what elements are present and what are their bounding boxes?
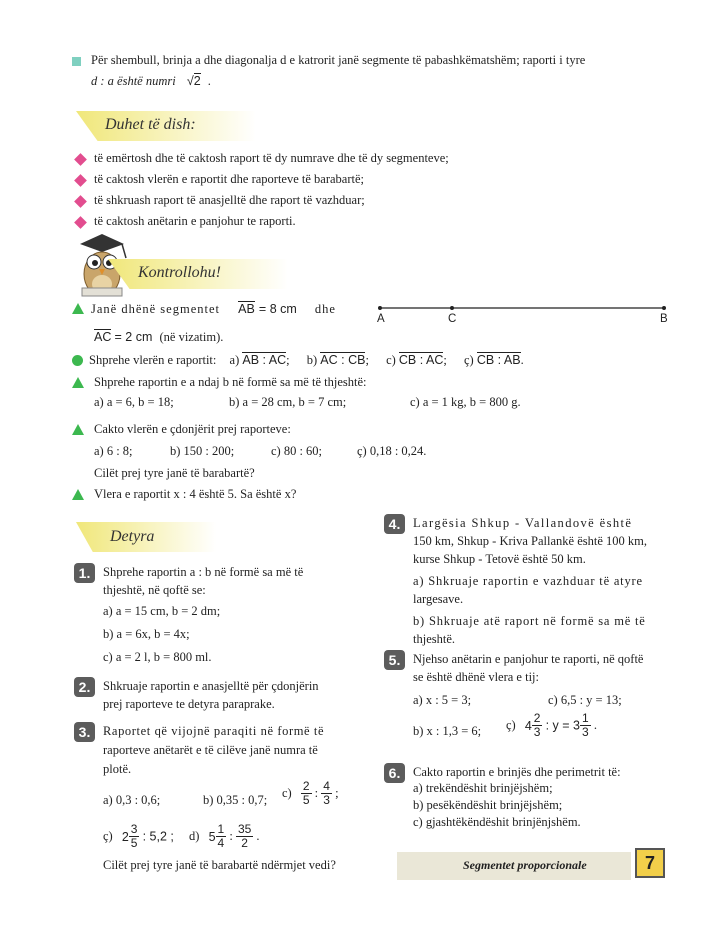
- task-3-item: b) 0,35 : 0,7;: [203, 793, 268, 807]
- task-4-line: Largësia Shkup - Vallandovë është: [413, 516, 633, 530]
- triangle-bullet-icon: [72, 489, 84, 500]
- task-6-line: c) gjashtëkëndëshit brinjënjshëm.: [413, 815, 581, 829]
- kontrollohu-title: Kontrollohu!: [138, 264, 221, 281]
- intro-line-2-suffix: .: [207, 74, 211, 88]
- task-3-item-c: [282, 780, 339, 807]
- q1-dhe: dhe: [314, 302, 336, 316]
- denominator: 3: [323, 793, 330, 807]
- fraction: [236, 823, 253, 850]
- duhet-item: të shkruash raport të anasjelltë dhe raport të vazhduar;: [94, 193, 365, 207]
- task-5-d-prefix: ç): [506, 718, 516, 732]
- whole-number: 2: [121, 829, 129, 844]
- task-4-b: b) Shkruaje atë raport në formë sa më të: [413, 614, 646, 628]
- task-3-cc-rest: : 5,2 ;: [142, 829, 174, 844]
- intro-line-1: Për shembull, brinja a dhe diagonalja d e katrorit janë segmente të pabashkëmatshëm; raporti i tyre: [91, 53, 586, 67]
- denominator: 5: [130, 836, 138, 850]
- fraction: [129, 823, 140, 850]
- denominator: 3: [582, 725, 589, 739]
- task-5-item: b) x : 1,3 = 6;: [413, 724, 482, 738]
- label-a: A: [377, 313, 385, 325]
- task-1-line: Shprehe raportin a : b në formë sa më të: [103, 565, 304, 579]
- task-3-item: a) 0,3 : 0,6;: [103, 793, 161, 807]
- sqrt-value: 2: [193, 74, 201, 88]
- duhet-item: të emërtosh dhe të caktosh raport të dy numrave dhe të dy segmenteve;: [94, 151, 449, 165]
- q3-item: b) a = 28 cm, b = 7 cm;: [229, 395, 347, 409]
- task-6-line: b) pesëkëndëshit brinjëjshëm;: [413, 798, 563, 812]
- triangle-bullet-icon: [72, 303, 84, 314]
- fraction: [301, 780, 312, 807]
- task-3-c-prefix: c): [282, 786, 292, 800]
- q3-item: c) a = 1 kg, b = 800 g.: [410, 395, 521, 409]
- colon: :: [229, 829, 233, 843]
- q2-end: ;: [286, 353, 290, 367]
- task-3-item-cc: [103, 823, 260, 850]
- task-3-line: raporteve anëtarët e të cilëve janë numra të: [103, 743, 318, 757]
- segment-ac: AC: [94, 330, 112, 344]
- task-4-line: kurse Shkup - Tetovë është 50 km.: [413, 552, 586, 566]
- task-5-d-end: .: [593, 718, 597, 732]
- q2-end: .: [520, 353, 524, 367]
- point-a: [378, 306, 382, 310]
- page-number-box: [635, 848, 665, 878]
- task-2-line: prej raporteve te detyra paraprake.: [103, 697, 275, 711]
- task-5-number: 5.: [384, 650, 405, 670]
- task-3-c-end: ;: [335, 786, 339, 800]
- fraction: [321, 780, 332, 807]
- q2-ratio: CB : AC: [398, 353, 444, 367]
- bullet-square-icon: [72, 57, 81, 66]
- q4-item: b) 150 : 200;: [170, 444, 235, 458]
- task-3-line: Raportet që vijojnë paraqiti në formë të: [103, 724, 325, 738]
- task-1-item: b) a = 6x, b = 4x;: [103, 627, 190, 641]
- numerator: 35: [237, 822, 252, 836]
- task-6-line: a) trekëndëshit brinjëjshëm;: [413, 781, 553, 795]
- q2-end: ;: [365, 353, 369, 367]
- circle-bullet-icon: [72, 355, 83, 366]
- duhet-item: të caktosh vlerën e raportit dhe raporteve të barabartë;: [94, 172, 365, 186]
- kontrollohu-q4: Cakto vlerën e çdonjërit prej raporteve:: [94, 422, 291, 436]
- label-b: B: [660, 313, 668, 325]
- task-5-line: se është dhënë vlera e tij:: [413, 670, 539, 684]
- task-1-line: thjeshtë, në qoftë se:: [103, 583, 206, 597]
- q3-item: a) a = 6, b = 18;: [94, 395, 174, 409]
- diamond-bullet-icon: [74, 216, 87, 229]
- whole-number: 4: [524, 718, 532, 733]
- kontrollohu-q3: Shprehe raportin e a ndaj b në formë sa më të thjeshtë:: [94, 375, 367, 389]
- numerator: 2: [533, 711, 541, 725]
- task-3-cc-prefix: ç): [103, 829, 113, 843]
- task-5-item: c) 6,5 : y = 13;: [548, 693, 622, 707]
- task-3-number: 3.: [74, 722, 95, 742]
- q4-item: c) 80 : 60;: [271, 444, 323, 458]
- task-4-number: 4.: [384, 514, 405, 534]
- task-4-a: largesave.: [413, 592, 464, 606]
- diamond-bullet-icon: [74, 153, 87, 166]
- q2-prefix: a): [229, 353, 240, 367]
- triangle-bullet-icon: [72, 424, 84, 435]
- denominator: 4: [217, 836, 225, 850]
- task-1-item: a) a = 15 cm, b = 2 dm;: [103, 604, 221, 618]
- task-3-d-prefix: d): [189, 829, 200, 843]
- q2-ratio: AB : AC: [242, 353, 287, 367]
- denominator: 2: [241, 836, 248, 850]
- triangle-bullet-icon: [72, 377, 84, 388]
- fraction: [532, 712, 543, 739]
- kontrollohu-q1: [91, 302, 336, 317]
- task-5-d-mid: : y = 3: [545, 718, 581, 733]
- duhet-title: Duhet të dish:: [105, 116, 196, 133]
- duhet-item: të caktosh anëtarin e panjohur te raporti.: [94, 214, 296, 228]
- task-5-item-d: [506, 712, 597, 739]
- numerator: 1: [582, 711, 589, 725]
- task-1-item: c) a = 2 l, b = 800 ml.: [103, 650, 212, 664]
- diamond-bullet-icon: [74, 174, 87, 187]
- q4-item: a) 6 : 8;: [94, 444, 133, 458]
- task-5-line: Njehso anëtarin e panjohur te raporti, në qoftë: [413, 652, 644, 666]
- task-5-item: a) x : 5 = 3;: [413, 693, 472, 707]
- q2-label: Shprehe vlerën e raportit:: [89, 353, 217, 367]
- numerator: 3: [130, 822, 138, 836]
- kontrollohu-q2: [89, 353, 524, 368]
- task-6-number: 6.: [384, 763, 405, 783]
- denominator: 3: [533, 725, 541, 739]
- colon: :: [314, 786, 319, 800]
- page-number: 7: [644, 853, 655, 873]
- point-b: [662, 306, 666, 310]
- q1-text: Janë dhënë segmentet: [91, 302, 220, 316]
- q2-ratio: CB : AB: [476, 353, 521, 367]
- q2-prefix: ç): [463, 353, 474, 367]
- segment-ac-eq: = 2 cm: [114, 330, 153, 344]
- task-4-b: thjeshtë.: [413, 632, 456, 646]
- q2-prefix: b): [306, 353, 318, 367]
- segment-line-figure: [372, 302, 672, 332]
- q2-prefix: c): [386, 353, 396, 367]
- intro-line-2-prefix: d : a është numri: [91, 74, 176, 88]
- fraction: [580, 712, 591, 739]
- whole-number: 5: [208, 829, 216, 844]
- fraction: [216, 823, 227, 850]
- task-3-d-end: .: [256, 829, 260, 843]
- task-3-line: plotë.: [103, 762, 132, 776]
- detyra-title: Detyra: [110, 528, 155, 545]
- point-c: [450, 306, 454, 310]
- q4-question: Cilët prej tyre janë të barabartë?: [94, 466, 255, 480]
- label-c: C: [448, 313, 457, 325]
- diamond-bullet-icon: [74, 195, 87, 208]
- numerator: 4: [323, 779, 330, 793]
- intro-line-2: [91, 74, 211, 89]
- segment-ab-eq: = 8 cm: [258, 302, 297, 316]
- q1-suffix: (në vizatim).: [159, 330, 224, 344]
- footer-section-title: Segmentet proporcionale: [463, 858, 587, 872]
- task-1-number: 1.: [74, 563, 95, 583]
- sqrt-icon: √: [186, 74, 194, 88]
- segment-ab: AB: [238, 302, 255, 316]
- kontrollohu-q1-line2: [94, 330, 223, 345]
- q2-ratio: AC : CB: [320, 353, 366, 367]
- task-4-line: 150 km, Shkup - Kriva Pallankë është 100 km,: [413, 534, 647, 548]
- task-2-line: Shkruaje raportin e anasjelltë për çdonjërin: [103, 679, 319, 693]
- denominator: 5: [302, 793, 310, 807]
- q4-item: ç) 0,18 : 0,24.: [357, 444, 427, 458]
- task-6-line: Cakto raportin e brinjës dhe perimetrit të:: [413, 765, 621, 779]
- numerator: 1: [217, 822, 225, 836]
- kontrollohu-q5: Vlera e raportit x : 4 është 5. Sa është x?: [94, 487, 297, 501]
- numerator: 2: [302, 779, 310, 793]
- task-4-a: a) Shkruaje raportin e vazhduar të atyre: [413, 574, 643, 588]
- q2-end: ;: [443, 353, 447, 367]
- task-2-number: 2.: [74, 677, 95, 697]
- task-3-question: Cilët prej tyre janë të barabartë ndërmjet vedi?: [103, 858, 336, 872]
